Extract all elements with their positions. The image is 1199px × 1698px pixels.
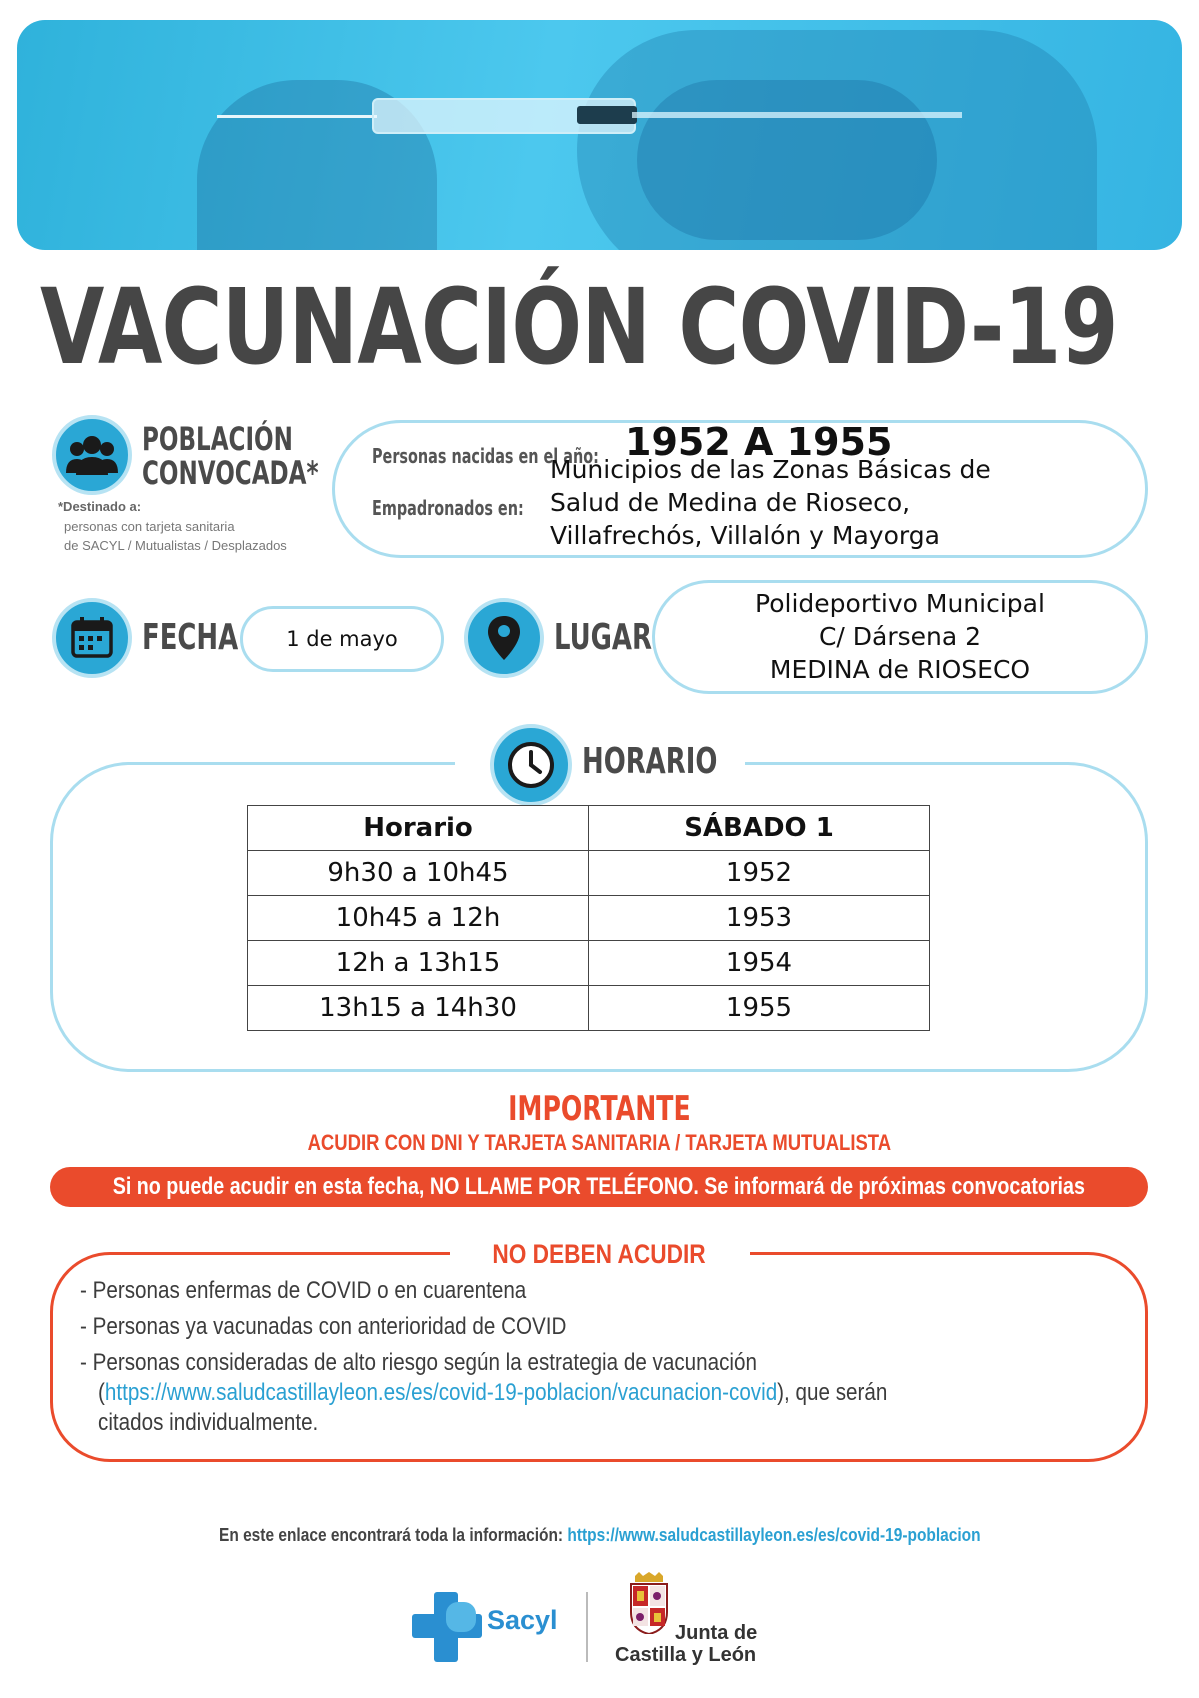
registered-line: Salud de Medina de Rioseco, (550, 488, 911, 517)
list-item-text: ), que serán (777, 1379, 888, 1406)
importante-title (0, 1090, 1199, 1128)
poblacion-heading-line2: CONVOCADA* (142, 454, 319, 492)
junta-line: Junta de (675, 1622, 758, 1644)
born-label: Personas nacidas en el año: (372, 444, 599, 468)
warning-banner-text: Si no puede acudir en esta fecha, NO LLAME POR TELÉFONO. Se informará de próximas convocatorias (112, 1173, 1086, 1200)
lugar-line: Polideportivo Municipal (755, 589, 1045, 618)
table-row (248, 986, 930, 1031)
syringe-needle (217, 115, 377, 118)
footer-info (0, 1525, 1199, 1546)
importante-subtitle (0, 1130, 1199, 1156)
column-header: Horario (248, 806, 589, 851)
footer-link[interactable]: https://www.saludcastillayleon.es/es/covid-19-poblacion (567, 1525, 981, 1545)
year-cell: 1955 (589, 986, 930, 1031)
list-item (80, 1312, 1080, 1342)
no-deben-title-text: NO DEBEN ACUDIR (492, 1239, 707, 1269)
syringe-rod (632, 112, 962, 118)
importante-subtitle-text: ACUDIR CON DNI Y TARJETA SANITARIA / TARJETA MUTUALISTA (307, 1130, 892, 1155)
column-header: SÁBADO 1 (589, 806, 930, 851)
time-cell: 12h a 13h15 (248, 941, 589, 986)
registered-line: Villafrechós, Villalón y Mayorga (550, 521, 940, 550)
note-title: *Destinado a: (58, 499, 142, 514)
table-row (248, 941, 930, 986)
syringe-plunger (577, 106, 637, 124)
fecha-pill (240, 606, 444, 672)
footer-info-line (219, 1525, 981, 1546)
junta-text (615, 1622, 757, 1666)
people-icon (52, 415, 132, 495)
table-header-row (248, 806, 930, 851)
glove-shape (637, 80, 937, 240)
lugar-label: LUGAR (554, 617, 652, 658)
year-cell: 1954 (589, 941, 930, 986)
fecha-label: FECHA (142, 617, 239, 658)
year-cell: 1952 (589, 851, 930, 896)
importante-title-text: IMPORTANTE (508, 1089, 691, 1129)
footer-info-text: En este enlace encontrará toda la información: (218, 1525, 568, 1545)
list-item (80, 1348, 1080, 1378)
registered-value (550, 453, 991, 552)
paren-open: ( (98, 1379, 105, 1406)
lugar-line: MEDINA de RIOSECO (769, 655, 1031, 684)
calendar-icon (52, 598, 132, 678)
junta-line: Castilla y León (615, 1644, 757, 1666)
table-row (248, 851, 930, 896)
sacyl-logo-icon (412, 1592, 492, 1662)
time-cell: 9h30 a 10h45 (248, 851, 589, 896)
footer-divider (586, 1592, 588, 1662)
horario-label: HORARIO (582, 741, 718, 782)
poblacion-heading (142, 422, 319, 490)
note-line: personas con tarjeta sanitaria (64, 519, 235, 534)
no-deben-title (0, 1238, 1199, 1270)
registered-label: Empadronados en: (372, 496, 524, 520)
registered-line: Municipios de las Zonas Básicas de (550, 455, 991, 484)
list-item-text: citados individualmente. (98, 1409, 319, 1436)
fecha-value: 1 de mayo (286, 627, 398, 651)
list-item (98, 1408, 1098, 1438)
year-cell: 1953 (589, 896, 930, 941)
lugar-value (652, 587, 1148, 686)
vacunacion-link[interactable]: https://www.saludcastillayleon.es/es/covid-19-poblacion/vacunacion-covid (104, 1379, 778, 1406)
clock-icon (490, 724, 572, 806)
born-value: 1952 A 1955 (625, 420, 893, 464)
hero-photo (17, 20, 1182, 250)
sacyl-text: Sacyl (487, 1605, 558, 1635)
schedule-table (247, 805, 930, 1031)
time-cell: 10h45 a 12h (248, 896, 589, 941)
location-pin-icon (464, 598, 544, 678)
note-line: de SACYL / Mutualistas / Desplazados (64, 538, 287, 553)
table-row (248, 896, 930, 941)
time-cell: 13h15 a 14h30 (248, 986, 589, 1031)
warning-banner (50, 1167, 1148, 1207)
page-title: VACUNACIÓN COVID-19 (40, 266, 1118, 388)
list-item-text: - Personas enfermas de COVID o en cuarentena (80, 1277, 527, 1304)
list-item (80, 1276, 1080, 1306)
list-item-text: - Personas consideradas de alto riesgo según la estrategia de vacunación (80, 1349, 757, 1376)
lugar-line: C/ Dársena 2 (818, 622, 982, 651)
list-item-link-line (98, 1378, 887, 1408)
list-item (98, 1378, 1098, 1408)
list-item-text: - Personas ya vacunadas con anterioridad de COVID (80, 1313, 567, 1340)
poblacion-heading-line1: POBLACIÓN (142, 420, 293, 458)
